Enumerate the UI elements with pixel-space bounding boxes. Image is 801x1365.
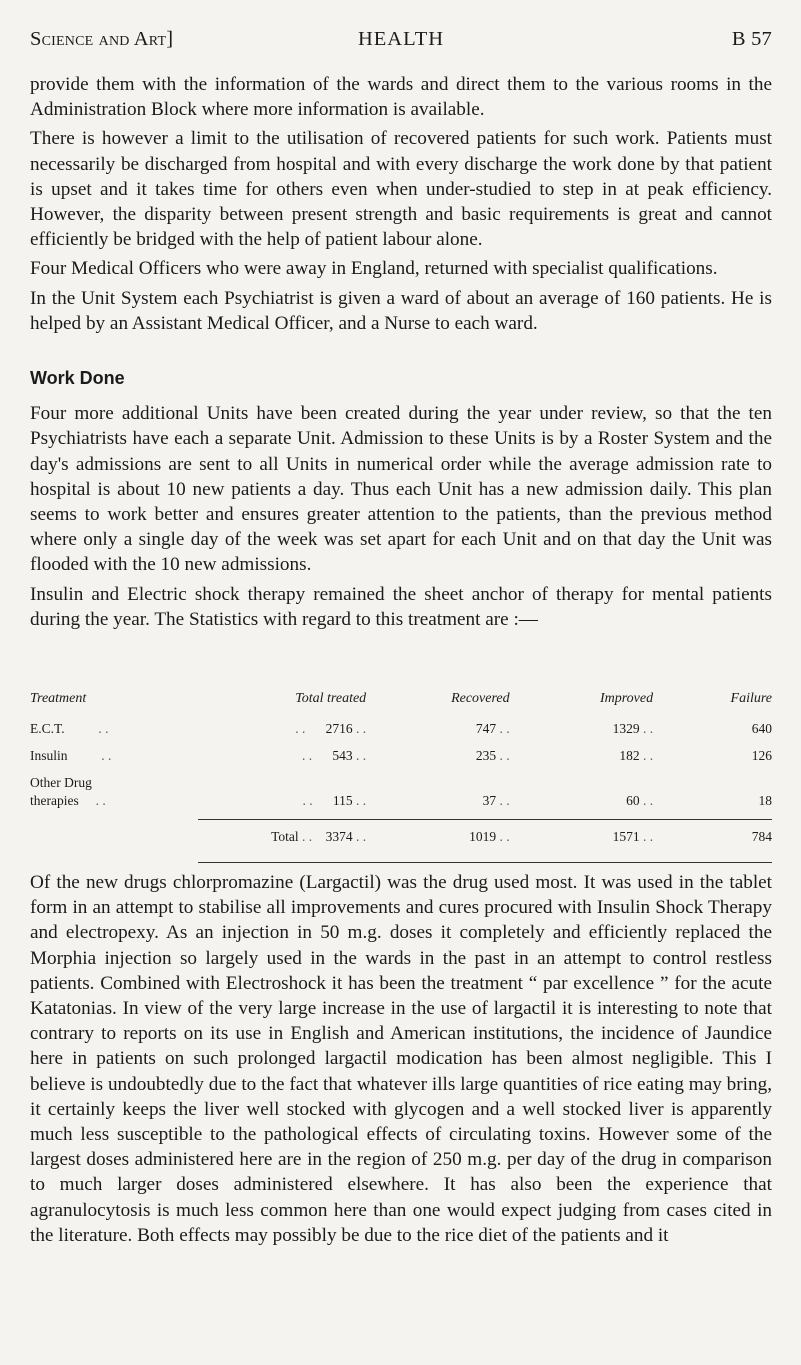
table-row <box>30 720 772 747</box>
column-header: Total treated <box>295 691 367 706</box>
column-header: Failure <box>730 691 772 706</box>
body-text-bottom <box>30 870 772 1248</box>
table-row <box>30 747 772 774</box>
paragraph: Of the new drugs chlorpromazine (Largactil) was the drug used most. It was used in the tablet form in an attempt to stabilise all improvements and cures procured with Insulin Shock Therapy and electropexy. As an injection in 50 m.g. doses it completely and efficiently replaced the Morphia injection so largely used in the wards in the past in an attempt to control restless patients. Combined with Electroshock it has been the treatment “ par excellence ” for the acute Katatonias. In view of the very large increase in the use of largactil it is interesting to note that contrary to reports on its use in English and American institutions, the incidence of Jaundice here in patients on such prolonged largactil modication has been almost negligible. This I believe is undoubtedly due to the fact that whatever ills large quantities of rice eating may bring, it certainly keeps the liver well stocked with glycogen and a well stocked liver is apparently much less susceptible to the pathological effects of circulating toxins. However some of the largest doses administered here are in the region of 250 m.g. per day of the drug in comparison to much larger doses administered elsewhere. It has also been the experience that agranulocytosis is much less common here than one would expect judging from cases cited in the literature. Both effects may possibly be due to the rice diet of the patients and it <box>30 872 772 1246</box>
paragraph: Four more additional Units have been created during the year under review, so that the ten Psychiatrists have each a separate Unit. Admission to these Units is by a Roster System and the day's admissions are sent to all Units in numerical order while the average admission rate to hospital is about 10 new patients a day. Thus each Unit has a new admission daily. This plan seems to work better and ensures greater attention to the patients, than the previous method where only a single day of the week was set apart for each Unit and on that day the Unit was flooded with the 10 new admissions. <box>30 403 772 576</box>
table-header-row <box>30 690 772 720</box>
treatment-statistics-table <box>30 690 772 863</box>
cell-total: . . 2716 . . <box>295 721 367 736</box>
column-header: Treatment <box>30 691 87 706</box>
cell-failure: 640 <box>751 721 772 736</box>
header-page-number: B 57 <box>731 28 772 50</box>
paragraph: Four Medical Officers who were away in England, returned with specialist qualifications. <box>30 258 718 280</box>
column-header: Recovered <box>451 691 510 706</box>
paragraph: provide them with the information of the wards and direct them to the various rooms in the Administration Block where more information is available. <box>30 74 772 121</box>
cell-improved: 182 . . <box>619 748 654 763</box>
table-total-row <box>30 819 772 854</box>
cell-failure: 784 <box>671 819 772 854</box>
cell-total: Total . . 3374 . . <box>198 819 384 854</box>
cell-improved: 1329 . . <box>612 721 654 736</box>
cell-recovered: 747 . . <box>475 721 510 736</box>
row-label: Insulin . . <box>30 748 112 763</box>
divider <box>528 854 671 863</box>
paragraph: There is however a limit to the utilisation of recovered patients for such work. Patients must necessarily be discharged from hospital and with every discharge the work done by that patient is upset and it takes time for others even when under-studied to step in at peak efficiency. However, the disparity between present strength and basic requirements is great and cannot efficiently be bridged with the help of patient labour alone. <box>30 128 772 251</box>
body-text-top <box>30 72 772 636</box>
cell-failure: 18 <box>758 792 772 808</box>
cell-improved: 1571 . . <box>528 819 671 854</box>
table-row <box>30 774 772 819</box>
cell-total: . . 543 . . <box>302 748 367 763</box>
cell-recovered: 37 . . <box>482 792 510 808</box>
paragraph: Insulin and Electric shock therapy remained the sheet anchor of therapy for mental patients during the year. The Statistics with regard to this treatment are :— <box>30 583 772 630</box>
header-section-title: Science and Art] <box>30 28 174 50</box>
running-header <box>30 28 772 58</box>
divider <box>671 854 772 863</box>
divider <box>384 854 527 863</box>
cell-recovered: 1019 . . <box>384 819 527 854</box>
paragraph: In the Unit System each Psychiatrist is given a ward of about an average of 160 patients. He is helped by an Assistant Medical Officer, and a Nurse to each ward. <box>30 287 772 334</box>
cell-total: . . 115 . . <box>302 792 367 808</box>
cell-improved: 60 . . <box>626 792 654 808</box>
divider <box>198 854 384 863</box>
row-label: E.C.T. . . <box>30 721 109 736</box>
table-bottom-rule <box>30 854 772 863</box>
row-label: Other Drug therapies . . <box>30 775 106 808</box>
section-heading: Work Done <box>30 368 125 389</box>
header-chapter-title: HEALTH <box>357 28 445 50</box>
cell-recovered: 235 . . <box>475 748 510 763</box>
cell-failure: 126 <box>751 748 772 763</box>
column-header: Improved <box>599 691 654 706</box>
